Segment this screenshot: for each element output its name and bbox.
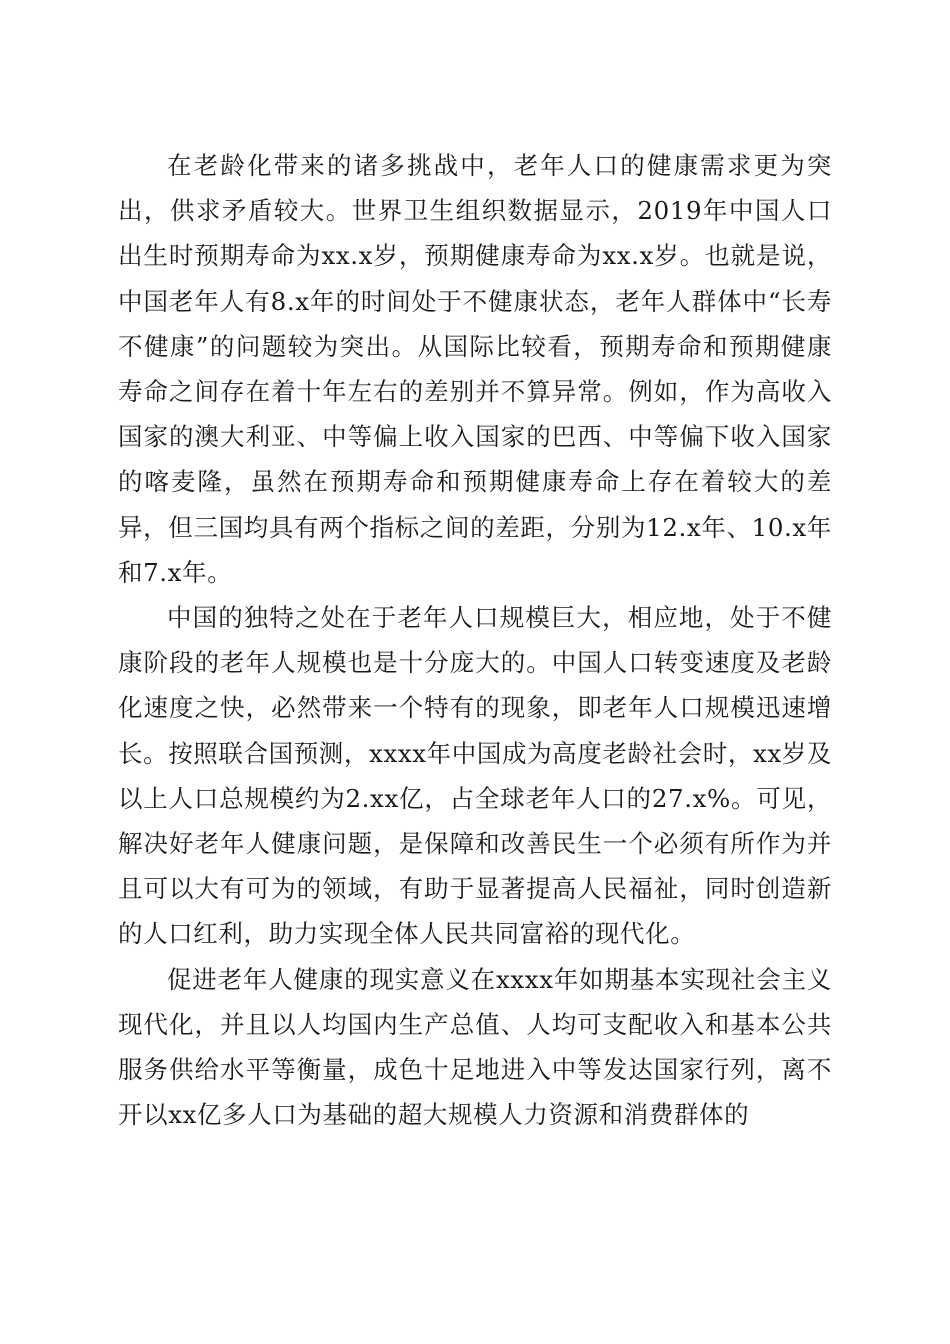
document-body xyxy=(118,143,832,1137)
paragraph-population-scale: 中国的独特之处在于老年人口规模巨大，相应地，处于不健康阶段的老年人规模也是十分庞大的。中国人口转变速度及老龄化速度之快，必然带来一个特有的现象，即老年人口规模迅速增长。按照联合国预测，xxxx年中国成为高度老龄社会时，xx岁及以上人口总规模约为2.xx亿，占全球老年人口的27.x%。可见，解决好老年人健康问题，是保障和改善民生一个必须有所作为并且可以大有可为的领域，有助于显著提高人民福祉，同时创造新的人口红利，助力实现全体人民共同富裕的现代化。 xyxy=(118,603,832,949)
paragraph-practical-significance: 促进老年人健康的现实意义在xxxx年如期基本实现社会主义现代化，并且以人均国内生产总值、人均可支配收入和基本公共服务供给水平等衡量，成色十足地进入中等发达国家行列，离不开以xx亿多人口为基础的超大规模人力资源和消费群体的 xyxy=(118,964,832,1130)
paragraph-health-demand: 在老龄化带来的诸多挑战中，老年人口的健康需求更为突出，供求矛盾较大。世界卫生组织数据显示，2019年中国人口出生时预期寿命为xx.x岁，预期健康寿命为xx.x岁。也就是说，中国老年人有8.x年的时间处于不健康状态，老年人群体中“长寿不健康”的问题较为突出。从国际比较看，预期寿命和预期健康寿命之间存在着十年左右的差别并不算异常。例如，作为高收入国家的澳大利亚、中等偏上收入国家的巴西、中等偏下收入国家的喀麦隆，虽然在预期寿命和预期健康寿命上存在着较大的差异，但三国均具有两个指标之间的差距，分别为12.x年、10.x年和7.x年。 xyxy=(118,151,832,587)
